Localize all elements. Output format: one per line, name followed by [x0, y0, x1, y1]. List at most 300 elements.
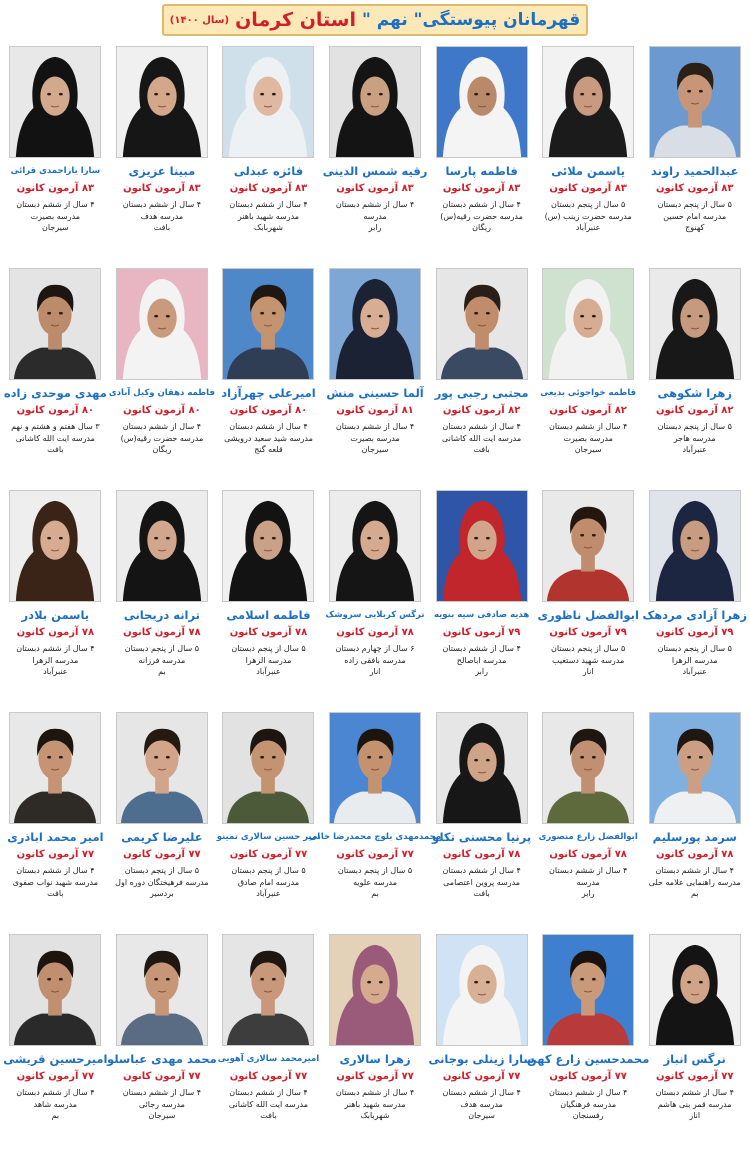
student-photo	[329, 712, 421, 824]
student-years: ۴ سال از ششم دبستان	[442, 866, 521, 875]
student-years: ۵ سال از پنجم دبستان	[337, 866, 413, 875]
student-photo	[9, 268, 101, 380]
student-years: ۵ سال از پنجم دبستان	[231, 866, 306, 875]
student-info	[123, 1087, 201, 1122]
student-card	[109, 934, 216, 1156]
portrait-illustration	[543, 935, 633, 1045]
student-city: سیرجان	[468, 1111, 495, 1120]
student-score: ۷۸ آزمون کانون	[229, 627, 308, 638]
student-name: رقیه شمس الدینی	[322, 164, 428, 178]
student-years: ۴ سال از ششم دبستان	[122, 200, 202, 209]
student-school: مدرسه فرزانه	[138, 655, 186, 665]
student-name: فاطمه خواجوئی بدیعی	[540, 388, 637, 398]
student-card	[322, 268, 429, 490]
student-name: ابوالفضل زارع منصوری	[538, 832, 638, 842]
student-name: یاسمن بلادر	[21, 608, 90, 622]
student-card	[215, 490, 322, 712]
student-info	[551, 643, 625, 678]
student-city: بافت	[153, 223, 171, 232]
student-score: ۸۳ آزمون کانون	[655, 183, 734, 194]
student-photo	[9, 46, 101, 158]
student-school: مدرسه هاجر	[673, 433, 716, 443]
student-name: سارا یاراحمدی قرائی	[10, 166, 101, 176]
student-info	[442, 421, 521, 456]
student-city: بافت	[47, 889, 64, 898]
portrait-illustration	[330, 935, 420, 1045]
student-card	[535, 46, 642, 268]
student-info	[11, 421, 100, 456]
student-years: ۵ سال از پنجم دبستان	[124, 866, 200, 875]
student-name: امیر حسین سالاری تمینو	[216, 832, 321, 842]
student-city: سیرجان	[361, 445, 389, 454]
student-info	[13, 865, 98, 900]
student-photo	[116, 934, 208, 1046]
student-years: ۴ سال از ششم دبستان	[442, 644, 521, 653]
student-school: مدرسه	[576, 877, 600, 887]
title-year: (سال ۱۴۰۰)	[169, 14, 230, 26]
student-city: بم	[51, 1111, 60, 1120]
student-score: ۷۷ آزمون کانون	[549, 1071, 627, 1082]
student-school: مدرسه بصیرت	[30, 211, 81, 221]
student-name: یاسمن ملائی	[551, 164, 626, 178]
portrait-illustration	[437, 47, 527, 157]
student-score: ۷۸ آزمون کانون	[549, 849, 627, 860]
student-years: ۵ سال از پنجم دبستان	[551, 200, 626, 209]
portrait-illustration	[10, 47, 100, 157]
student-school: مدرسه ایت الله کاشانی	[442, 433, 522, 443]
student-photo	[649, 268, 741, 380]
portrait-illustration	[650, 47, 740, 157]
student-name: سارا زینلی بوجانی	[428, 1052, 535, 1066]
student-years: ۴ سال از ششم دبستان	[122, 1088, 202, 1097]
student-info	[649, 865, 741, 900]
student-info	[442, 643, 520, 678]
student-years: ۴ سال از ششم دبستان	[335, 200, 415, 209]
student-city: رفسنجان	[572, 1111, 604, 1120]
student-card	[641, 490, 748, 712]
student-info	[336, 421, 414, 456]
student-school: مدرسه شاهد	[33, 1099, 78, 1109]
student-school: مدرسه الزهرا	[671, 655, 718, 665]
student-city: انار	[582, 667, 594, 676]
student-school: مدرسه هدف	[140, 211, 184, 221]
student-name: ترانه دریجانی	[123, 608, 200, 622]
student-school: مدرسه امام صادق	[237, 877, 300, 887]
student-score: ۷۷ آزمون کانون	[655, 1071, 734, 1082]
student-city: رابر	[581, 889, 595, 898]
student-years: ۵ سال از پنجم دبستان	[551, 644, 626, 653]
student-city: بم	[158, 667, 166, 676]
portrait-illustration	[437, 491, 527, 601]
student-city: شهربابک	[254, 223, 283, 232]
student-photo	[329, 934, 421, 1046]
portrait-illustration	[223, 935, 313, 1045]
student-years: ۴ سال از ششم دبستان	[335, 422, 415, 431]
student-years: ۵ سال از پنجم دبستان	[657, 200, 732, 209]
student-school: مدرسه بافقی زاده	[344, 655, 406, 665]
student-info	[121, 421, 204, 456]
student-years: ۴ سال از ششم دبستان	[229, 200, 308, 209]
student-card	[2, 712, 109, 934]
student-info	[123, 199, 201, 234]
student-years: ۵ سال از پنجم دبستان	[657, 644, 732, 653]
portrait-illustration	[117, 269, 207, 379]
student-years: ۳ سال هفتم و هشتم و نهم	[11, 422, 100, 431]
student-name: امیرحسین قریشی	[3, 1052, 108, 1066]
student-info	[656, 1087, 734, 1122]
student-city: بافت	[260, 1111, 277, 1120]
student-city: عنبرآباد	[43, 667, 68, 676]
student-name: فائزه عبدلی	[233, 164, 304, 178]
student-name: نرگس کربلایی سروشک	[325, 610, 425, 620]
student-photo	[436, 268, 528, 380]
student-school: مدرسه راهنمایی علامه حلی	[648, 877, 741, 887]
student-city: عنبرآباد	[682, 445, 707, 454]
student-school: مدرسه شهید باهنر	[237, 211, 300, 221]
student-years: ۴ سال از ششم دبستان	[442, 1088, 521, 1097]
student-city: انار	[369, 667, 381, 676]
student-name: زهرا سالاری	[339, 1052, 411, 1066]
student-card	[526, 934, 650, 1156]
student-score: ۷۷ آزمون کانون	[16, 849, 95, 860]
portrait-illustration	[223, 491, 313, 601]
student-school: مدرسه بصیرت	[563, 433, 613, 443]
student-score: ۷۸ آزمون کانون	[123, 627, 201, 638]
student-score: ۷۷ آزمون کانون	[123, 849, 201, 860]
student-info	[115, 865, 209, 900]
student-name: زهرا شکوهی	[657, 386, 732, 400]
student-years: ۴ سال از ششم دبستان	[655, 866, 734, 875]
student-score: ۷۹ آزمون کانون	[442, 627, 521, 638]
student-years: ۴ سال از ششم دبستان	[16, 866, 95, 875]
student-info	[336, 1087, 414, 1122]
student-school: مدرسه حضرت زینب (س)	[544, 211, 632, 221]
student-card	[428, 46, 535, 268]
student-card	[428, 712, 535, 934]
student-score: ۷۹ آزمون کانون	[549, 627, 627, 638]
portrait-illustration	[117, 713, 207, 823]
portrait-illustration	[10, 269, 100, 379]
student-years: ۴ سال از ششم دبستان	[442, 200, 521, 209]
student-city: سیرجان	[41, 223, 69, 232]
student-name: سرمد پورسلیم	[652, 830, 737, 844]
student-school: مدرسه هدف	[460, 1099, 503, 1109]
student-name: پرنیا محسنی تکلو	[432, 830, 532, 844]
student-name: هدیه صادقی سیه بنویه	[433, 610, 530, 620]
student-photo	[542, 46, 634, 158]
student-years: ۶ سال از چهارم دبستان	[335, 644, 415, 653]
student-name: امیر محمد اباذری	[7, 830, 104, 844]
portrait-illustration	[650, 935, 740, 1045]
student-city: کهنوج	[685, 223, 705, 232]
student-score: ۷۷ آزمون کانون	[123, 1071, 201, 1082]
student-city: رابر	[368, 223, 382, 232]
student-city: انار	[689, 1111, 701, 1120]
student-years: ۴ سال از ششم دبستان	[442, 422, 521, 431]
student-info	[224, 421, 313, 456]
title-champions: قهرمانان پیوستگی" نهم "	[362, 10, 581, 30]
portrait-illustration	[10, 491, 100, 601]
student-years: ۴ سال از ششم دبستان	[655, 1088, 734, 1097]
student-school: مدرسه شید سعید درویشی	[224, 433, 313, 443]
student-photo	[329, 490, 421, 602]
student-card	[109, 46, 216, 268]
student-city: ریگان	[472, 223, 491, 232]
student-city: ریگان	[152, 445, 172, 454]
portrait-illustration	[117, 935, 207, 1045]
student-card	[641, 46, 748, 268]
student-score: ۸۲ آزمون کانون	[655, 405, 734, 416]
student-info	[549, 1087, 627, 1122]
student-school: مدرسه الزهرا	[32, 655, 79, 665]
student-school: مدرسه حضرت رقیه(س)	[440, 211, 523, 221]
student-score: ۷۷ آزمون کانون	[16, 1071, 95, 1082]
student-photo	[436, 46, 528, 158]
student-score: ۸۳ آزمون کانون	[549, 183, 627, 194]
student-score: ۸۰ آزمون کانون	[229, 405, 308, 416]
student-score: ۸۳ آزمون کانون	[336, 183, 414, 194]
student-photo	[116, 46, 208, 158]
student-info	[338, 865, 412, 900]
student-years: ۴ سال از ششم دبستان	[549, 1088, 628, 1097]
student-photo	[542, 490, 634, 602]
student-city: بافت	[47, 445, 64, 454]
student-photo	[9, 490, 101, 602]
student-photo	[222, 712, 314, 824]
student-school: مدرسه علویه	[353, 877, 398, 887]
student-years: ۵ سال از پنجم دبستان	[657, 422, 732, 431]
student-score: ۸۳ آزمون کانون	[123, 183, 201, 194]
student-photo	[116, 268, 208, 380]
student-name: امیرمحمد سالاری آهویی	[217, 1054, 320, 1064]
student-years: ۴ سال از ششم دبستان	[16, 644, 95, 653]
student-score: ۸۰ آزمون کانون	[123, 405, 201, 416]
student-info	[231, 865, 305, 900]
student-score: ۷۷ آزمون کانون	[336, 849, 414, 860]
student-name: ابوالفضل ناظوری	[537, 608, 639, 622]
student-name: عبدالحمید راوند	[650, 164, 739, 178]
student-score: ۸۳ آزمون کانون	[16, 183, 95, 194]
portrait-illustration	[650, 269, 740, 379]
student-card	[215, 712, 322, 934]
student-info	[440, 199, 523, 234]
student-info	[545, 199, 632, 234]
student-info	[549, 865, 627, 900]
student-city: شهربابک	[360, 1111, 390, 1120]
student-photo	[436, 934, 528, 1046]
student-info	[16, 1087, 94, 1122]
student-info	[125, 643, 199, 678]
student-school: مدرسه ایت الله کاشانی	[228, 1099, 309, 1109]
student-school: مدرسه شهید نواب صفوی	[12, 877, 99, 887]
student-city: قلعه گنج	[254, 445, 283, 454]
portrait-illustration	[330, 713, 420, 823]
student-photo	[222, 46, 314, 158]
student-card	[109, 268, 216, 490]
student-card	[215, 46, 322, 268]
student-photo	[222, 934, 314, 1046]
portrait-illustration	[117, 491, 207, 601]
student-card	[109, 712, 216, 934]
portrait-illustration	[543, 269, 633, 379]
student-card	[428, 490, 535, 712]
portrait-illustration	[437, 935, 527, 1045]
student-city: سیرجان	[148, 1111, 176, 1120]
student-info	[16, 199, 94, 234]
student-school: مدرسه شهید دستغیب	[552, 655, 625, 665]
student-photo	[436, 712, 528, 824]
student-photo	[649, 46, 741, 158]
student-school: مدرسه پروین اعتصامی	[443, 877, 521, 887]
student-card	[2, 268, 109, 490]
student-name: فاطمه پارسا	[445, 164, 518, 178]
student-name: نرگس انباز	[663, 1052, 726, 1066]
student-score: ۸۳ آزمون کانون	[442, 183, 521, 194]
student-name: فاطمه اسلامی	[226, 608, 311, 622]
student-name: مبینا عزیزی	[128, 164, 196, 178]
student-city: بم	[371, 889, 379, 898]
student-school: مدرسه ایت الله کاشانی	[15, 433, 95, 443]
portrait-illustration	[10, 935, 100, 1045]
student-name: محمد مهدی عباسلو	[107, 1052, 217, 1066]
portrait-illustration	[330, 47, 420, 157]
student-score: ۷۸ آزمون کانون	[442, 849, 521, 860]
portrait-illustration	[117, 47, 207, 157]
student-info	[658, 421, 732, 456]
portrait-illustration	[543, 491, 633, 601]
student-photo	[116, 490, 208, 602]
student-card	[641, 934, 748, 1156]
portrait-illustration	[437, 713, 527, 823]
student-info	[658, 643, 732, 678]
student-name: فاطمه دهقان وکیل آبادی	[108, 388, 215, 398]
student-name: زهرا آزادی مردهک	[642, 608, 748, 622]
student-card	[322, 934, 429, 1156]
student-photo	[542, 934, 634, 1046]
student-years: ۴ سال از ششم دبستان	[16, 200, 95, 209]
student-city: عنبرآباد	[575, 223, 601, 232]
student-card	[641, 268, 748, 490]
student-city: عنبرآباد	[256, 889, 281, 898]
student-photo	[649, 934, 741, 1046]
portrait-illustration	[223, 47, 313, 157]
portrait-illustration	[650, 491, 740, 601]
student-school: مدرسه قمر بنی هاشم	[657, 1099, 732, 1109]
student-years: ۴ سال از ششم دبستان	[549, 866, 628, 875]
student-name: محمدمهدی بلوچ محمدرضا خانی	[309, 832, 442, 842]
student-card	[535, 712, 642, 934]
student-name: مجتبی رجبی پور	[434, 386, 529, 400]
student-city: عنبرآباد	[682, 667, 707, 676]
student-city: سیرجان	[574, 445, 602, 454]
student-school: مدرسه الزهرا	[245, 655, 292, 665]
student-photo	[542, 712, 634, 824]
student-score: ۷۹ آزمون کانون	[655, 627, 734, 638]
student-info	[442, 1087, 520, 1122]
portrait-illustration	[437, 269, 527, 379]
student-score: ۷۸ آزمون کانون	[336, 627, 414, 638]
student-city: بم	[690, 889, 699, 898]
student-card	[322, 490, 429, 712]
portrait-illustration	[543, 47, 633, 157]
student-school: مدرسه رجائی	[138, 1099, 185, 1109]
student-years: ۴ سال از ششم دبستان	[16, 1088, 95, 1097]
student-score: ۸۳ آزمون کانون	[229, 183, 308, 194]
student-info	[16, 643, 94, 678]
student-info	[336, 643, 415, 678]
portrait-illustration	[223, 269, 313, 379]
title-province: استان کرمان	[235, 9, 356, 31]
student-card	[535, 268, 642, 490]
student-photo	[9, 934, 101, 1046]
student-card	[215, 934, 322, 1156]
student-score: ۸۱ آزمون کانون	[336, 405, 414, 416]
student-card	[2, 934, 109, 1156]
student-photo	[222, 490, 314, 602]
student-card	[322, 46, 429, 268]
student-city: عنبرآباد	[256, 667, 281, 676]
student-info	[231, 643, 305, 678]
student-score: ۷۷ آزمون کانون	[336, 1071, 414, 1082]
student-years: ۴ سال از ششم دبستان	[229, 422, 308, 431]
student-card	[2, 490, 109, 712]
portrait-illustration	[543, 713, 633, 823]
student-card	[641, 712, 748, 934]
student-score: ۷۷ آزمون کانون	[229, 1071, 308, 1082]
student-school: مدرسه حضرت رقیه(س)	[120, 433, 204, 443]
title-banner	[162, 4, 588, 36]
student-score: ۷۸ آزمون کانون	[16, 627, 95, 638]
student-card	[215, 268, 322, 490]
student-city: بردسیر	[150, 889, 174, 898]
student-photo	[649, 712, 741, 824]
student-card	[309, 712, 442, 934]
student-card	[2, 46, 109, 268]
student-photo	[329, 46, 421, 158]
student-city: رابر	[475, 667, 488, 676]
student-school: مدرسه امام حسین	[663, 211, 727, 221]
student-school: مدرسه شهید باهنر	[344, 1099, 406, 1109]
student-school: مدرسه	[363, 211, 387, 221]
student-years: ۴ سال از ششم دبستان	[122, 422, 202, 431]
student-school: مدرسه فرهنگیان	[560, 1099, 617, 1109]
student-card	[428, 934, 535, 1156]
student-score: ۸۲ آزمون کانون	[549, 405, 627, 416]
student-score: ۸۲ آزمون کانون	[442, 405, 521, 416]
student-card	[428, 268, 535, 490]
student-photo	[649, 490, 741, 602]
student-city: بافت	[473, 445, 490, 454]
student-photo	[542, 268, 634, 380]
student-score: ۷۸ آزمون کانون	[655, 849, 734, 860]
student-info	[549, 421, 627, 456]
student-photo	[329, 268, 421, 380]
portrait-illustration	[650, 713, 740, 823]
portrait-illustration	[223, 713, 313, 823]
student-info	[336, 199, 414, 234]
student-years: ۴ سال از ششم دبستان	[229, 1088, 308, 1097]
student-photo	[116, 712, 208, 824]
student-score: ۷۷ آزمون کانون	[229, 849, 308, 860]
portrait-illustration	[330, 269, 420, 379]
student-info	[229, 1087, 308, 1122]
student-school: مدرسه فرهیختگان دوره اول	[115, 877, 209, 887]
student-years: ۴ سال از ششم دبستان	[549, 422, 628, 431]
student-name: علیرضا کریمی	[121, 830, 203, 844]
student-score: ۸۰ آزمون کانون	[16, 405, 95, 416]
student-years: ۵ سال از پنجم دبستان	[231, 644, 306, 653]
student-name: آلما حسینی منش	[326, 386, 424, 400]
